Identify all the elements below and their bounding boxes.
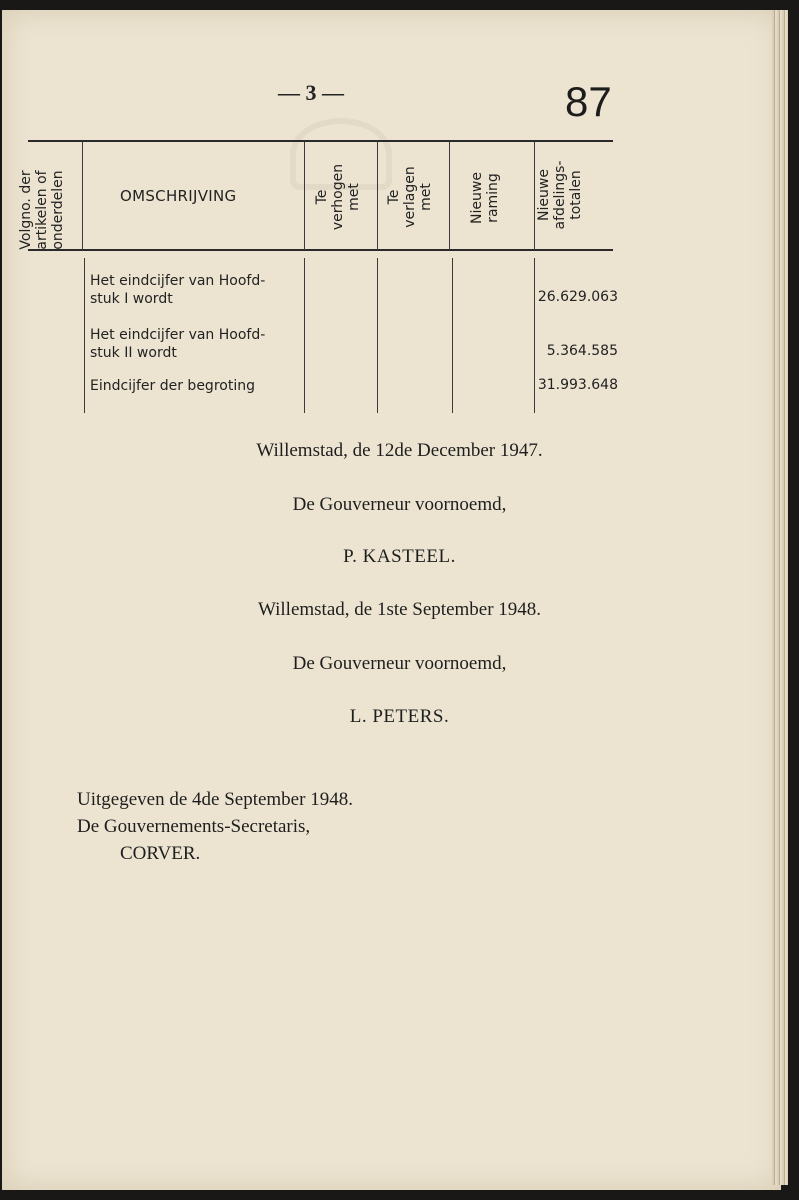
role-2: De Gouverneur voornoemd, <box>292 653 507 674</box>
page-edge <box>772 10 788 1185</box>
role-1: De Gouverneur voornoemd, <box>292 494 507 515</box>
col-sep <box>304 258 305 413</box>
secretary-role: De Gouvernements-Secretaris, <box>77 816 311 837</box>
col-header-verlagen: Te verlagen met <box>386 166 434 228</box>
table-row-total: 31.993.648 <box>537 377 618 393</box>
col-sep <box>449 142 450 250</box>
col-sep <box>304 142 305 250</box>
col-sep <box>377 258 378 413</box>
signatory-name-2: L. PETERS. <box>349 706 450 727</box>
place-date-1: Willemstad, de 12de December 1947. <box>256 440 543 461</box>
secretary-name: CORVER. <box>120 843 201 864</box>
table-row-description: Eindcijfer der begroting <box>90 378 255 394</box>
table-row-description: Het eindcijfer van Hoofd- stuk II wordt <box>90 327 266 361</box>
table-row-description: Het eindcijfer van Hoofd- stuk I wordt <box>90 273 266 307</box>
col-sep <box>534 142 535 250</box>
page-number: 87 <box>565 78 612 125</box>
table-row-total: 5.364.585 <box>546 343 618 359</box>
col-header-afdelingstotalen: Nieuwe afdelings- totalen <box>536 160 584 230</box>
page-marker: — 3 — <box>278 80 344 105</box>
col-header-nieuwe-raming: Nieuwe raming <box>469 172 501 224</box>
col-sep <box>82 142 83 250</box>
place-date-2: Willemstad, de 1ste September 1948. <box>257 599 542 620</box>
col-sep <box>84 258 85 413</box>
col-header-verhogen: Te verhogen met <box>314 163 362 231</box>
col-sep <box>452 258 453 413</box>
signatory-name-1: P. KASTEEL. <box>343 546 456 567</box>
col-header-volgno: Volgno. der artikelen of onderdelen <box>18 170 66 250</box>
col-sep <box>377 142 378 250</box>
table-top-rule <box>28 140 613 142</box>
col-header-omschrijving: OMSCHRIJVING <box>120 187 237 205</box>
issued-line: Uitgegeven de 4de September 1948. <box>77 789 353 810</box>
table-row-total: 26.629.063 <box>537 289 618 305</box>
